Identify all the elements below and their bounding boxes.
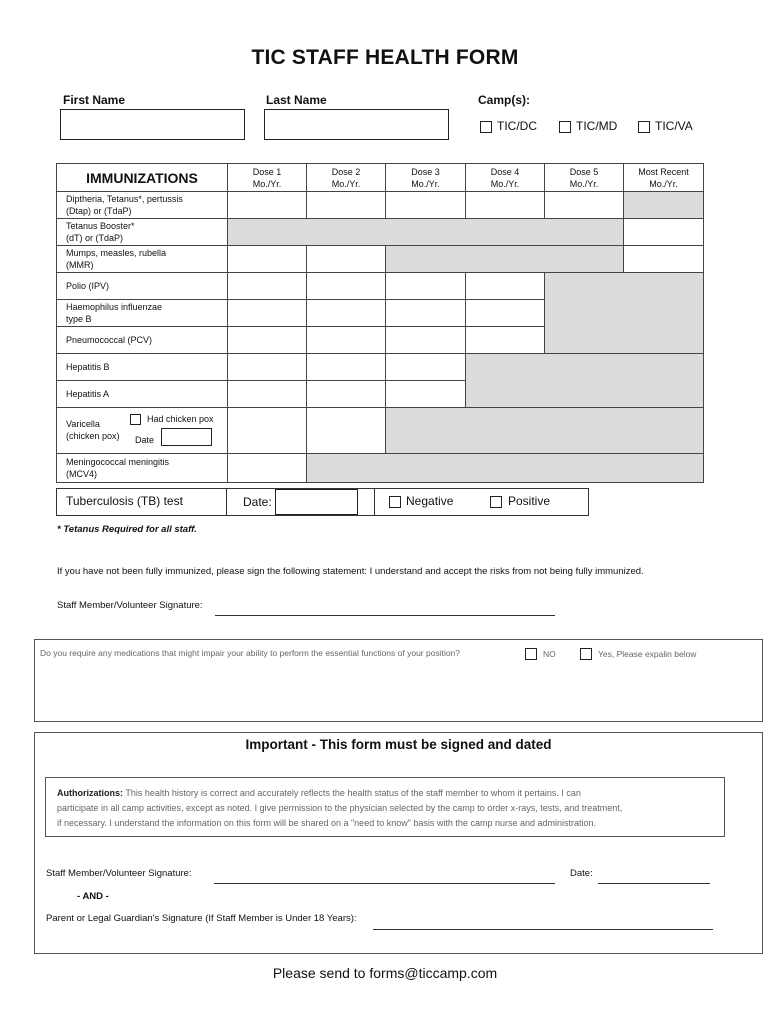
medications-question: Do you require any medications that might impair your ability to perform the essential functions of your position? (40, 648, 461, 658)
dose-cell[interactable] (307, 246, 386, 273)
dose-cell[interactable] (624, 246, 704, 273)
shaded-cell (466, 354, 704, 408)
immunizations-title: IMMUNIZATIONS (57, 164, 228, 192)
dose-cell[interactable] (545, 192, 624, 219)
guardian-signature-label: Parent or Legal Guardian's Signature (If Staff Member is Under 18 Years): (46, 913, 357, 924)
medications-yes-label: Yes, Please expalin below (598, 649, 697, 659)
shaded-cell (228, 219, 624, 246)
shaded-cell (386, 408, 704, 454)
dose-cell[interactable] (307, 408, 386, 454)
waiver-signature-line[interactable] (215, 615, 555, 616)
dose-cell[interactable] (386, 354, 466, 381)
shaded-cell (307, 454, 704, 483)
shaded-cell (624, 192, 704, 219)
dose-cell[interactable] (466, 300, 545, 327)
vaccine-name: Pneumococcal (PCV) (57, 327, 228, 354)
medications-no-label: NO (543, 649, 556, 659)
medications-yes-checkbox[interactable] (580, 648, 592, 660)
dose-cell[interactable] (228, 273, 307, 300)
table-row (57, 408, 704, 454)
dose-cell[interactable] (307, 273, 386, 300)
table-row (57, 454, 704, 483)
camps-label: Camp(s): (478, 93, 531, 107)
tb-test-label: Tuberculosis (TB) test (66, 494, 183, 508)
dose-cell[interactable] (624, 219, 704, 246)
vaccine-name: Polio (IPV) (57, 273, 228, 300)
dose-cell[interactable] (307, 300, 386, 327)
and-label: - AND - (77, 891, 109, 902)
dose-cell[interactable] (466, 192, 545, 219)
table-row (57, 354, 704, 381)
vaccine-name: Haemophilus influenzae type B (57, 300, 228, 327)
most-recent-header: Most Recent Mo./Yr. (624, 164, 704, 192)
dose-cell[interactable] (228, 300, 307, 327)
vaccine-name: Varicella (chicken pox) Had chicken pox Date (57, 408, 228, 454)
vaccine-name: Hepatitis B (57, 354, 228, 381)
last-name-field[interactable] (264, 109, 449, 140)
dose-3-header: Dose 3 Mo./Yr. (386, 164, 466, 192)
tb-negative-checkbox[interactable] (389, 496, 401, 508)
vaccine-name: Mumps, measles, rubella (MMR) (57, 246, 228, 273)
important-heading: Important - This form must be signed and dated (245, 737, 552, 752)
waiver-statement: If you have not been fully immunized, please sign the following statement: I understand and accept the risks from not being fully immunized. (57, 566, 644, 577)
camp-va-checkbox[interactable] (638, 121, 650, 133)
vaccine-name: Diptheria, Tetanus*, pertussis (Dtap) or (TdaP) (57, 192, 228, 219)
dose-cell[interactable] (228, 246, 307, 273)
dose-cell[interactable] (307, 327, 386, 354)
camp-dc-label: TIC/DC (497, 119, 537, 133)
table-row (57, 273, 704, 300)
dose-cell[interactable] (386, 381, 466, 408)
table-row (57, 192, 704, 219)
dose-cell[interactable] (228, 327, 307, 354)
dose-cell[interactable] (466, 327, 545, 354)
dose-cell[interactable] (386, 273, 466, 300)
table-header-row (57, 164, 704, 192)
dose-cell[interactable] (386, 300, 466, 327)
date-line[interactable] (598, 883, 710, 884)
dose-cell[interactable] (307, 354, 386, 381)
camp-md-label: TIC/MD (576, 119, 618, 133)
waiver-signature-label: Staff Member/Volunteer Signature: (57, 600, 203, 611)
camp-va-label: TIC/VA (655, 119, 693, 133)
chicken-pox-date-label: Date (135, 435, 155, 445)
dose-cell[interactable] (228, 192, 307, 219)
tetanus-note: * Tetanus Required for all staff. (57, 524, 197, 535)
dose-4-header: Dose 4 Mo./Yr. (466, 164, 545, 192)
tb-date-label: Date: (243, 495, 272, 509)
footer-send-text: Please send to forms@ticcamp.com (272, 965, 498, 981)
guardian-signature-line[interactable] (373, 929, 713, 930)
dose-5-header: Dose 5 Mo./Yr. (545, 164, 624, 192)
vaccine-name: Meningococcal meningitis (MCV4) (57, 454, 228, 483)
shaded-cell (386, 246, 624, 273)
dose-cell[interactable] (228, 408, 307, 454)
staff-signature-label: Staff Member/Volunteer Signature: (46, 868, 192, 879)
vaccine-name: Tetanus Booster* (dT) or (TdaP) (57, 219, 228, 246)
medications-no-checkbox[interactable] (525, 648, 537, 660)
dose-1-header: Dose 1 Mo./Yr. (228, 164, 307, 192)
staff-signature-line[interactable] (214, 883, 555, 884)
table-row (57, 246, 704, 273)
authorizations-text: Authorizations: This health history is correct and accurately reflects the health status of the staff member to whom it pertains. I can participate in all camp activities, except as noted. I give permission to the physician selected by the camp to order x-rays, tests, and treatment, if necessary. I understand the information on this form will be shared on a "need to know" basis with the camp nurse and administration. (57, 788, 623, 828)
last-name-label: Last Name (266, 93, 327, 107)
tb-date-field[interactable] (275, 489, 358, 515)
tb-positive-checkbox[interactable] (490, 496, 502, 508)
tb-negative-label: Negative (406, 494, 454, 508)
form-title: TIC STAFF HEALTH FORM (251, 46, 519, 69)
first-name-label: First Name (63, 93, 126, 107)
vaccine-name: Hepatitis A (57, 381, 228, 408)
date-label: Date: (570, 868, 593, 879)
divider (226, 488, 227, 516)
dose-cell[interactable] (307, 381, 386, 408)
dose-cell[interactable] (228, 381, 307, 408)
shaded-cell (545, 273, 704, 354)
chicken-pox-date-field[interactable] (161, 428, 212, 446)
dose-cell[interactable] (228, 454, 307, 483)
immunizations-table (56, 163, 704, 483)
tb-positive-label: Positive (508, 494, 551, 508)
camp-md-checkbox[interactable] (559, 121, 571, 133)
had-chicken-pox-checkbox[interactable] (130, 414, 141, 425)
had-chicken-pox-label: Had chicken pox (147, 414, 214, 424)
dose-cell[interactable] (386, 192, 466, 219)
dose-cell[interactable] (466, 273, 545, 300)
divider (374, 488, 375, 516)
first-name-field[interactable] (60, 109, 245, 140)
dose-cell[interactable] (386, 327, 466, 354)
dose-cell[interactable] (228, 354, 307, 381)
dose-2-header: Dose 2 Mo./Yr. (307, 164, 386, 192)
camp-dc-checkbox[interactable] (480, 121, 492, 133)
table-row (57, 219, 704, 246)
dose-cell[interactable] (307, 192, 386, 219)
